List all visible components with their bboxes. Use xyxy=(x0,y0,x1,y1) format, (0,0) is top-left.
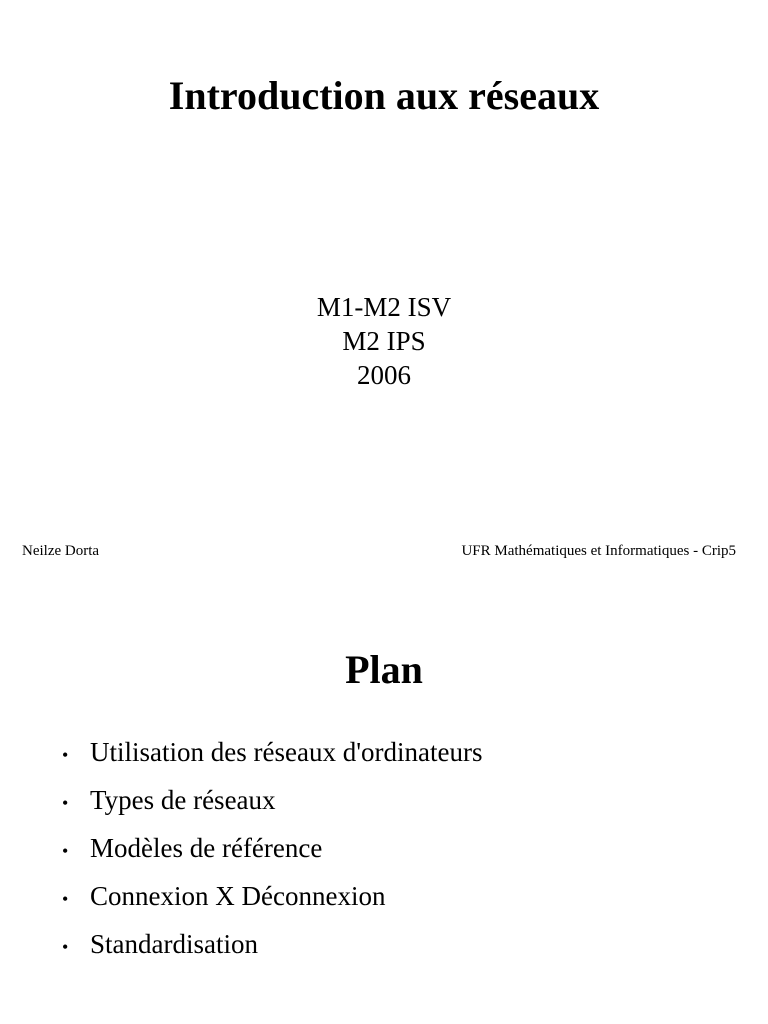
slide-title: Introduction aux réseaux xyxy=(168,73,600,118)
bullet-icon: • xyxy=(62,841,69,861)
plan-title: Plan xyxy=(345,647,423,692)
list-item xyxy=(62,732,483,780)
bullet-icon: • xyxy=(62,889,69,909)
plan-list xyxy=(62,732,483,972)
slide-plan xyxy=(0,600,768,1024)
list-item-text: Types de réseaux xyxy=(90,785,276,815)
list-item xyxy=(62,876,483,924)
subtitle-line: M2 IPS xyxy=(342,326,426,356)
subtitle-line: 2006 xyxy=(357,360,411,390)
list-item xyxy=(62,828,483,876)
footer-institution: UFR Mathématiques et Informatiques - Crip5 xyxy=(461,543,736,559)
list-item-text: Modèles de référence xyxy=(90,833,323,863)
subtitle-line: M1-M2 ISV xyxy=(316,292,452,322)
list-item-text: Utilisation des réseaux d'ordinateurs xyxy=(90,737,483,767)
list-item-text: Connexion X Déconnexion xyxy=(90,881,386,911)
bullet-icon: • xyxy=(62,745,69,765)
bullet-icon: • xyxy=(62,793,69,813)
list-item-text: Standardisation xyxy=(90,929,258,959)
bullet-icon: • xyxy=(62,937,69,957)
list-item xyxy=(62,924,483,972)
footer-author: Neilze Dorta xyxy=(22,543,100,559)
slide-subtitle xyxy=(0,290,768,392)
list-item xyxy=(62,780,483,828)
